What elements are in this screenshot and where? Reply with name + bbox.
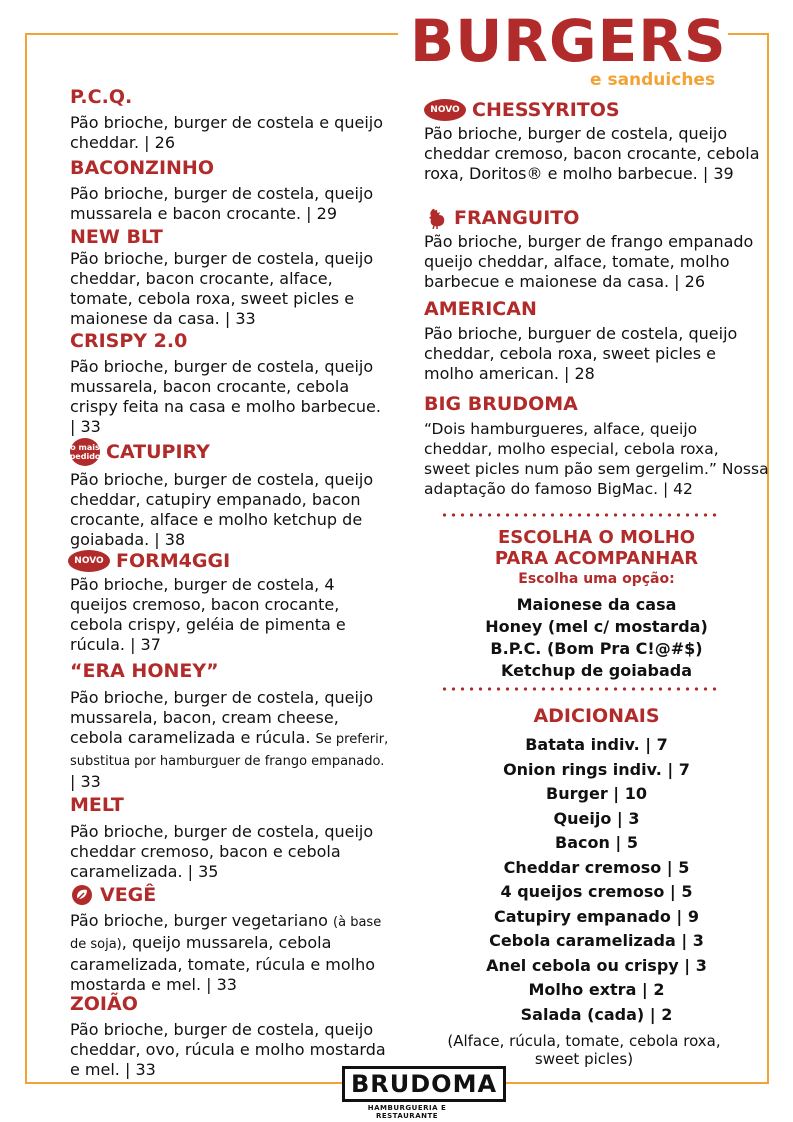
sauce-options: [424, 594, 769, 682]
salad-note: (Alface, rúcula, tomate, cebola roxa, sweet picles): [447, 1032, 721, 1068]
rooster-icon: [424, 207, 448, 229]
dotted-divider: [440, 687, 720, 691]
item-desc: Pão brioche, burger de costela, queijo cheddar, catupiry empanado, bacon crocante, alface e molho ketchup de goiabada. | 38: [70, 470, 374, 549]
item-name: BACONZINHO: [70, 157, 214, 179]
item-name: [424, 99, 769, 121]
most-ordered-badge: o mais pedido: [70, 438, 100, 466]
menu-item-baconzinho: [70, 157, 390, 224]
item-desc: Pão brioche, burger de costela e queijo cheddar. | 26: [70, 113, 383, 152]
item-desc: Pão brioche, burguer de costela, queijo cheddar, cebola roxa, sweet picles e molho american. | 28: [424, 324, 738, 383]
extra-item: Onion rings indiv. | 7: [503, 759, 690, 779]
item-desc: Pão brioche, burger de costela, queijo mussarela, bacon crocante, cebola crispy feita na casa e molho barbecue. | 33: [70, 357, 381, 436]
leaf-icon: [70, 884, 94, 906]
dotted-divider: [440, 513, 720, 517]
extra-item: Cebola caramelizada | 3: [489, 931, 704, 950]
item-name: [68, 550, 390, 572]
extra-item: Batata indiv. | 7: [525, 735, 668, 754]
item-name-text: CHESSYRITOS: [472, 99, 620, 121]
extra-item: Cheddar cremoso | 5: [503, 857, 690, 877]
item-name: AMERICAN: [424, 298, 537, 320]
sauce-option: Ketchup de goiabada: [500, 661, 692, 680]
item-name: [70, 438, 390, 466]
item-desc: Pão brioche, burger de costela, 4 queijos cremoso, bacon crocante, cebola crispy, geléia de pimenta e rúcula. | 37: [70, 575, 346, 654]
extra-item: Queijo | 3: [553, 808, 640, 828]
page-title: BURGERS: [410, 7, 727, 75]
menu-item-melt: [70, 794, 390, 882]
menu-item-crispy: [70, 330, 390, 437]
item-name: NEW BLT: [70, 226, 163, 248]
item-desc: Pão brioche, burger de costela, queijo mussarela e bacon crocante. | 29: [70, 184, 374, 223]
item-desc: Pão brioche, burger vegetariano (à base de soja), queijo mussarela, cebola caramelizada, tomate, rúcula e molho mostarda e mel. | 33: [70, 911, 382, 994]
item-name-text: VEGÊ: [100, 884, 157, 906]
menu-item-big-brudoma: [424, 393, 769, 499]
extra-item: Burger | 10: [546, 784, 647, 803]
extras-list: [424, 733, 769, 1027]
item-desc: Pão brioche, burger de costela, queijo mussarela, bacon, cream cheese, cebola caramelizada e rúcula. Se preferir, substitua por hamburguer de frango empanado. | 33: [70, 688, 389, 791]
extra-item: 4 queijos cremoso | 5: [500, 882, 693, 901]
item-desc: Pão brioche, burger de frango empanado queijo cheddar, alface, tomate, molho barbecue e maionese da casa. | 26: [424, 232, 754, 291]
item-name: ZOIÃO: [70, 993, 138, 1015]
menu-item-pcq: [70, 86, 390, 153]
item-name: [70, 884, 390, 906]
item-desc: Pão brioche, burger de costela, queijo cheddar, bacon crocante, alface, tomate, cebola roxa, sweet picles e maionese da casa. | 33: [70, 249, 374, 328]
brand-logo: [342, 1066, 498, 1120]
page-subtitle: e sanduiches: [590, 70, 716, 90]
item-name: MELT: [70, 794, 124, 816]
new-badge: NOVO: [424, 99, 466, 121]
extras-title: ADICIONAIS: [533, 705, 660, 727]
logo-name: BRUDOMA: [342, 1066, 506, 1102]
sauce-option: Maionese da casa: [516, 595, 677, 614]
logo-tagline: HAMBURGUERIA E RESTAURANTE: [367, 1104, 447, 1120]
menu-item-catupiry: [70, 438, 390, 550]
sauce-subtitle: Escolha uma opção:: [518, 571, 675, 587]
extra-item: Molho extra | 2: [528, 980, 665, 999]
sauce-option: Honey (mel c/ mostarda): [485, 617, 708, 636]
menu-item-chessyritos: [424, 99, 769, 184]
menu-item-era-honey: [70, 660, 390, 792]
sauce-option: B.P.C. (Bom Pra C!@#$): [490, 639, 703, 658]
item-desc: Pão brioche, burger de costela, queijo cheddar, ovo, rúcula e molho mostarda e mel. | 33: [70, 1020, 386, 1079]
item-name: CRISPY 2.0: [70, 330, 188, 352]
item-desc: Pão brioche, burger de costela, queijo cheddar cremoso, bacon e cebola caramelizada. | 35: [70, 822, 374, 881]
item-desc: “Dois hamburgueres, alface, queijo cheddar, molho especial, cebola roxa, sweet picles num pão sem gergelim.” Nossa adaptação do famoso BigMac. | 42: [424, 420, 769, 498]
item-name-text: FRANGUITO: [454, 207, 580, 229]
extra-item: Catupiry empanado | 9: [494, 906, 699, 926]
item-name: P.C.Q.: [70, 86, 133, 108]
item-desc: Pão brioche, burger de costela, queijo cheddar cremoso, bacon crocante, cebola roxa, Doritos® e molho barbecue. | 39: [424, 124, 760, 183]
item-name: [424, 207, 769, 229]
menu-item-franguito: [424, 207, 769, 292]
menu-item-new-blt: [70, 226, 390, 329]
extra-item: Salada (cada) | 2: [520, 1004, 673, 1024]
item-name: BIG BRUDOMA: [424, 393, 578, 415]
menu-item-form4ggi: [70, 550, 390, 655]
menu-item-vege: [70, 884, 390, 995]
sauce-title: ESCOLHA O MOLHO PARA ACOMPANHAR: [494, 527, 699, 569]
item-name: “ERA HONEY”: [70, 660, 219, 682]
extra-item: Anel cebola ou crispy | 3: [486, 955, 707, 975]
extra-item: Bacon | 5: [555, 833, 638, 852]
item-name-text: CATUPIRY: [106, 441, 210, 463]
item-name-text: FORM4GGI: [116, 550, 231, 572]
new-badge: NOVO: [68, 550, 110, 572]
menu-item-american: [424, 298, 769, 384]
